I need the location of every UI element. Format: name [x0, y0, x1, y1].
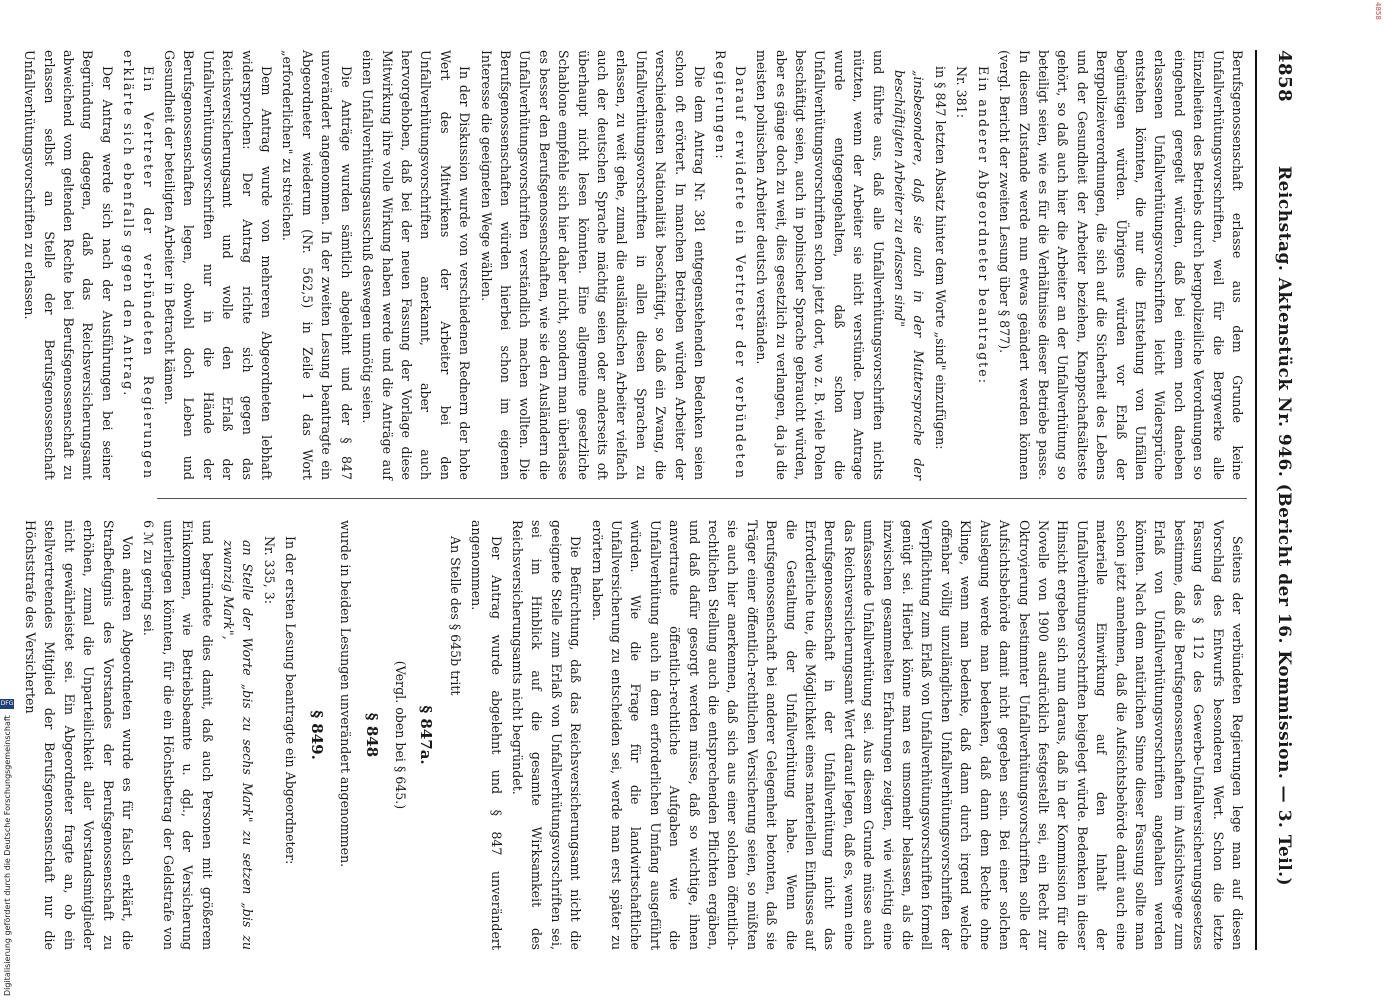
paragraph: Ein Vertreter der verbündeten Regierungen erklärte sich ebenfalls gegen den Antrag.: [121, 50, 156, 480]
cross-reference: (Vergl. oben bei § 645.): [392, 660, 408, 810]
paragraph: Die Anträge wurden sämtlich abgelehnt und der § 847 unverändert angenommen. In der zweiten Lesung beantragte ein Abgeordneter wiederum (Nr. 562,5) in Zeile 1 das Wort „erforderlichen" zu streichen.: [280, 50, 354, 480]
page-title: Reichstag. Aktenstück Nr. 946. (Bericht der 16. Kommission. — 3. Teil.): [1274, 165, 1294, 887]
column-divider: [157, 498, 1247, 499]
paragraph: Darauf erwiderte ein Vertreter der verbündeten Regierungen:: [713, 50, 748, 480]
page-reference: 4858: [1374, 2, 1382, 20]
digitization-note: [2, 697, 12, 996]
paragraph: Dem Antrag wurde von mehreren Abgeordneten lebhaft widersprochen: Der Antrag richte sich gegen das Reichsversicherungsamt und wolle den Erlaß der Unfallverhütungsvorschriften nur in die Hände der Berufsgenossenschaften legen, obwohl doch Leben und Gesundheit der beteiligten Arbeiter in Betracht kämen.: [162, 50, 275, 480]
quotation: „insbesondere, daß sie auch in der Muttersprache der beschäftigten Arbeiter zu erlassen sind": [892, 70, 927, 480]
quotation: an Stelle der Worte „bis zu sechs Mark" zu setzen „bis zu zwanzig Mark",: [221, 540, 256, 950]
header-rule: [1255, 50, 1257, 950]
paragraph: Der Antrag werde sich nach der Ausführungen bei seiner Begründung dagegen, daß das Reichsversicherungsamt abweichend vom geltenden Rechte bei Berufsgenossenschaft zu erlassen selbst an Stelle der Berufsgenossenschaft Unfallverhütungsvorschriften zu erlassen.: [22, 50, 115, 480]
right-column: [23, 520, 1247, 950]
section-heading: § 848: [362, 712, 381, 758]
scanned-page: [22, 20, 1295, 970]
paragraph: Von anderen Abgeordneten wurde es für falsch erklärt, die Strafbefugnis des Vorstandes der Berufsgenossenschaft zu erhöhen, zumal die Unparteilichkeit aller Vorstandsmitglieder nicht gewährleistet sei. Ein Abgeordneter fragte an, ob ein stellvertretendes Mitglied der Berufsgenossenschaft nur die Höchststrafe des Versicherten: [23, 520, 136, 950]
dfg-logo-icon: DFG: [0, 700, 14, 708]
paragraph: In der ersten Lesung beantragte ein Abgeordneter:: [283, 536, 299, 865]
paragraph: in § 847 letzten Absatz hinter dem Worte „sind" einzufügen:: [932, 66, 948, 450]
page-number: 4858: [1274, 50, 1295, 103]
paragraph: Ein anderer Abgeordneter beantragte:: [975, 66, 991, 385]
motion-number: Nr. 335, 3:: [261, 536, 277, 604]
paragraph: Seitens der verbündeten Regierungen lege man auf diesen Vorschlag des Entwurfs besonderen Wert. Schon die letzte Fassung des § 112 des Gewerbe-Unfallversicherungsgesetzes bestimme, daß die Berufsgenossenschaften im Aufsichtswege zum Erlaß von Unfallverhütungsvorschriften angehalten werden könnten. Nach dem natürlichen Sinne dieser Fassung sollte man schon jetzt annehmen, daß die Aufsichtsbehörde damit auch eine materielle Einwirkung auf den Inhalt der Unfallverhütungsvorschriften beigelegt würde. Bedenken in dieser Hinsicht ergeben sich nun daraus, daß in der Kommission für die Novelle von 1900 ausdrücklich festgestellt sei, ein Recht zur Oktroyierung bestimmter Unfallverhütungsvorschriften solle der Aufsichtsbehörde damit nicht gegeben sein. Bei einer solchen Auslegung werde man bedenken, daß dann dem Rechte ohne Klinge, wenn man bedenke, daß dann durch irgend welche offenbar völlig unzulänglichen Unfallverhütungsvorschriften der Verpflichtung zum Erlaß von Unfallverhütungsvorschriften formell genügt sei. Hierbei könne man es umsomehr belassen, als die inzwischen gesammelten Erfahrungen zeigten, wie wichtig eine umfassende Unfallverhütung sei. Aus diesem Grunde müsse auch das Reichsversicherungsamt Wert darauf legen, daß es, wenn eine Berufsgenossenschaft in der Unfallverhütung nicht das Erforderliche tue, die Möglichkeit eines materiellen Einflusses auf die Gestaltung der Unfallverhütung habe. Wenn die Berufsgenossenschaft bei anderer Gelegenheit betonten, daß sie Träger einer öffentlich-rechtlichen Versicherung seien, so müßten sie auch hier anerkennen, daß sich aus einer solchen öffentlich-rechtlichen Stellung auch die entsprechenden Pflichten ergäben, und daß dafür gesorgt werden müsse, daß so wichtige, ihnen anvertraute öffentlich-rechtliche Aufgaben wie die Unfallverhütung auch in dem erforderlichen Umfang ausgeführt würden. Wie die Frage für die landwirtschaftliche Unfallversicherung zu entscheiden sei, werde man erst später zu erörtern haben.: [589, 520, 1245, 950]
digitization-sidebar: [0, 0, 18, 1000]
paragraph: Berufsgenossenschaft erlasse aus dem Grunde keine Unfallverhütungsvorschriften, weil für die Bergwerke alle Einzelheiten des Betriebs durch bergpolizeiliche Verordnungen so eingehend geregelt würden, daß bei einem noch daneben erlassenen Unfallverhütungsvorschriften leicht Widersprüche entstehen könnten, die nur die Entstehung von Unfällen begünstigen würden. Übrigens würden vor Erlaß der Bergpolizeiverordnungen, die sich auf die Sicherheit des Lebens und der Gesundheit der Arbeiter beziehen, Knappschaftsälteste gehört, so daß auch hier die Arbeiter an der Unfallverhütung so beteiligt seien, wie es für die Verhältnisse dieser Betriebe passe. In diesem Zustande werde nun etwas geändert werden können (vergl. Bericht der zweiten Lesung über § 877).: [997, 50, 1245, 480]
paragraph: In der Diskussion wurde von verschiedenen Rednern der hohe Wert des Mitwirkens der Arbeiter bei den Unfallverhütungsvorschriften anerkannt, aber auch hervorgehoben, daß bei der neuen Fassung der Vorlage diese Mitwirkung ihre volle Wirkung haben werde und die Anträge auf einen Unfallverhütungsausschuß deswegen unnötig seien.: [360, 50, 473, 480]
section-heading: § 847a.: [417, 705, 436, 765]
left-column: [22, 50, 1247, 480]
paragraph: Die dem Antrag Nr. 381 entgegenstehenden Bedenken seien schon oft erörtert. In manchen Betrieben würden Arbeiter der verschiedensten Nationalität beschäftigt, so daß ein Zwang, die Unfallverhütungsvorschriften in allen diesen Sprachen zu erlassen, zu weit gehe, zumal die ausländischen Arbeiter vielfach auch der deutschen Sprache mächtig seien oder anderseits oft überhaupt nicht lesen könnten. Eine allgemeine gesetzliche Schablone empfehle sich hier daher nicht, sondern man überlasse es besser den Berufsgenossenschaften, wie sie den Ausländern die Unfallverhütungsvorschriften verständlich machen wollten. Die Berufsgenossenschaften würden hierbei schon im eigenen Interesse die geeigneten Wege wählen.: [478, 50, 708, 480]
digitization-note-text: Digitalisierung gefördert durch die Deutsche Forschungsgemeinschaft: [2, 715, 12, 996]
motion-number: Nr. 381:: [954, 66, 970, 118]
paragraph: An Stelle des § 645b tritt: [447, 536, 463, 696]
section-heading: § 849.: [307, 710, 326, 760]
paragraph: und führte aus, daß alle Unfallverhütungsvorschriften nichts nützten, wenn der Arbeiter sie nicht verstünde. Dem Antrage wurde entgegengehalten, daß schon die Unfallverhütungsvorschriften schon jetzt dort, wo z. B. viele Polen beschäftigt seien, auch in polnischer Sprache gebraucht würden, aber es gänge doch zu weit, dies gesetzlich zu verlangen, da ja die meisten polnischen Arbeiter deutsch verständen.: [754, 50, 886, 480]
paragraph: wurde in beiden Lesungen unverändert angenommen.: [338, 520, 354, 868]
page-header: [1259, 50, 1295, 950]
paragraph: Die Befürchtung, daß das Reichsversicherungsamt nicht die geeignete Stelle zum Erlaß von Unfallverhütungsvorschriften sei, sei im Hinblick auf die gesamte Wirksamkeit des Reichsversicherungsamts nicht begründet.: [509, 520, 584, 950]
paragraph: Der Antrag wurde abgelehnt und § 847 unverändert angenommen.: [469, 520, 504, 950]
paragraph: und begründete dies damit, daß auch Personen mit größerem Einkommen, wie Betriebsbeamte u. dgl., der Versicherung unterliegen könnten, für die ein Höchstbetrag der Geldstrafe von 6 ℳ zu gering sei.: [141, 520, 215, 950]
